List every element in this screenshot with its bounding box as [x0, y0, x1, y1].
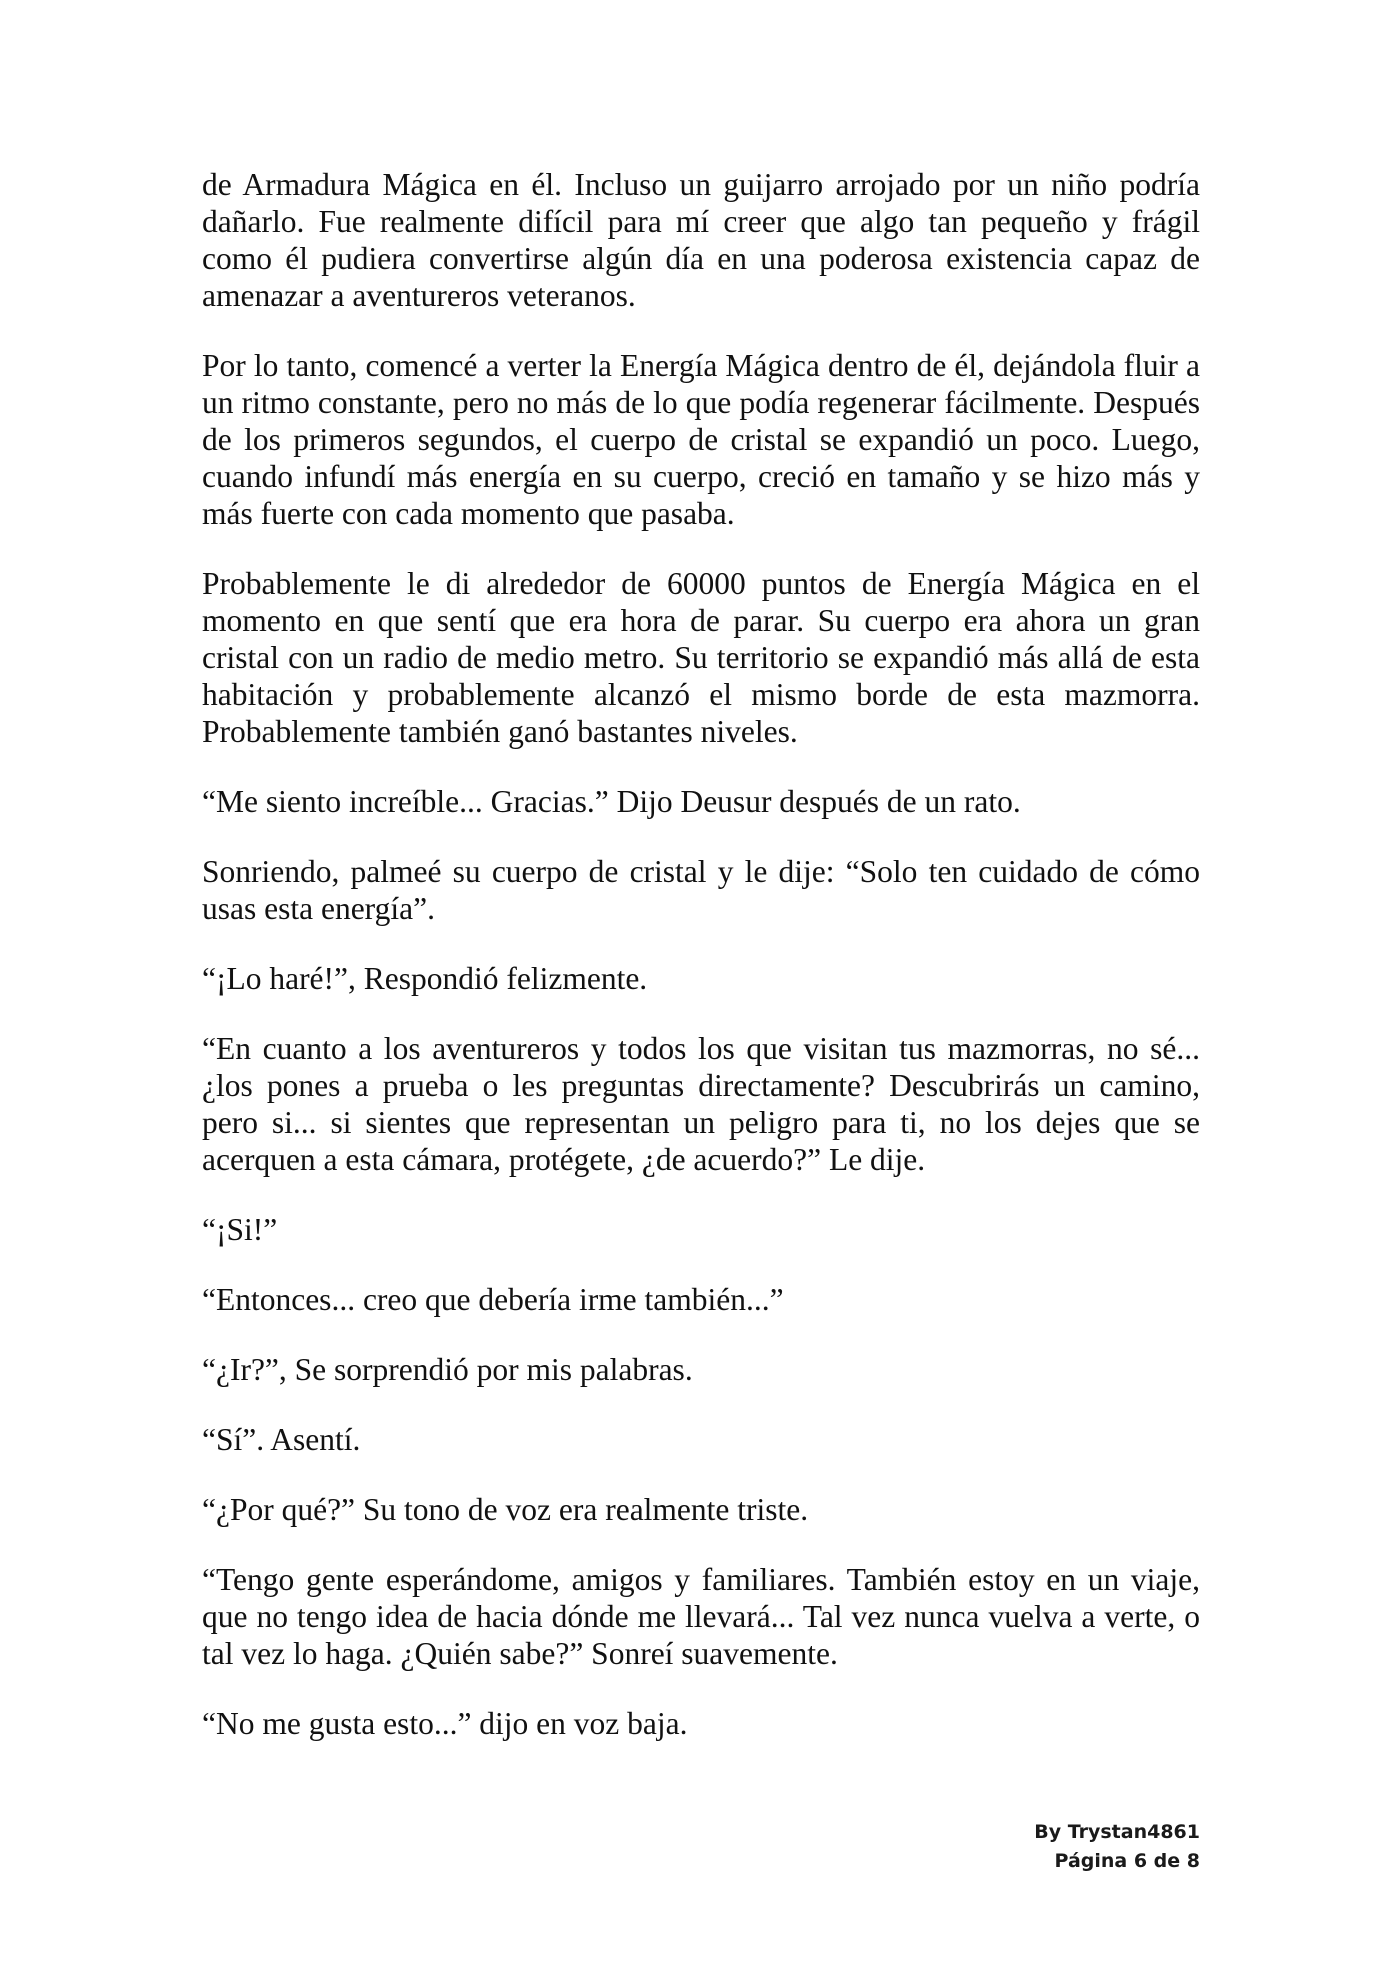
page-number: Página 6 de 8	[1054, 1850, 1200, 1872]
paragraph: “Entonces... creo que debería irme también...”	[202, 1282, 784, 1317]
paragraph: “¡Si!”	[202, 1212, 278, 1247]
paragraph: Por lo tanto, comencé a verter la Energía Mágica dentro de él, dejándola fluir a un ritmo constante, pero no más de lo que podía regenerar fácilmente. Después de los primeros segundos, el cuerpo de cristal se expandió un poco. Luego, cuando infundí más energía en su cuerpo, creció en tamaño y se hizo más y más fuerte con cada momento que pasaba.	[202, 348, 1200, 531]
paragraph: “¡Lo haré!”, Respondió felizmente.	[202, 961, 648, 996]
author-credit: By Trystan4861	[1034, 1821, 1200, 1843]
paragraph: “¿Por qué?” Su tono de voz era realmente triste.	[202, 1492, 809, 1527]
paragraph: “En cuanto a los aventureros y todos los que visitan tus mazmorras, no sé... ¿los pones a prueba o les preguntas directamente? Descubrirás un camino, pero si... si sientes que representan un peligro para ti, no los dejes que se acerquen a esta cámara, protégete, ¿de acuerdo?” Le dije.	[202, 1031, 1200, 1177]
paragraph: de Armadura Mágica en él. Incluso un guijarro arrojado por un niño podría dañarlo. Fue realmente difícil para mí creer que algo tan pequeño y frágil como él pudiera convertirse algún día en una poderosa existencia capaz de amenazar a aventureros veteranos.	[202, 167, 1200, 313]
paragraph: Probablemente le di alrededor de 60000 puntos de Energía Mágica en el momento en que sentí que era hora de parar. Su cuerpo era ahora un gran cristal con un radio de medio metro. Su territorio se expandió más allá de esta habitación y probablemente alcanzó el mismo borde de esta mazmorra. Probablemente también ganó bastantes niveles.	[202, 566, 1200, 749]
page-footer	[1034, 1818, 1200, 1876]
document-body	[202, 166, 1200, 1775]
paragraph: “¿Ir?”, Se sorprendió por mis palabras.	[202, 1352, 693, 1387]
paragraph: “Sí”. Asentí.	[202, 1422, 361, 1457]
paragraph: “No me gusta esto...” dijo en voz baja.	[202, 1706, 688, 1741]
paragraph: “Me siento increíble... Gracias.” Dijo Deusur después de un rato.	[202, 784, 1021, 819]
paragraph: Sonriendo, palmeé su cuerpo de cristal y le dije: “Solo ten cuidado de cómo usas esta energía”.	[202, 854, 1200, 926]
paragraph: “Tengo gente esperándome, amigos y familiares. También estoy en un viaje, que no tengo idea de hacia dónde me llevará... Tal vez nunca vuelva a verte, o tal vez lo haga. ¿Quién sabe?” Sonreí suavemente.	[202, 1562, 1200, 1671]
